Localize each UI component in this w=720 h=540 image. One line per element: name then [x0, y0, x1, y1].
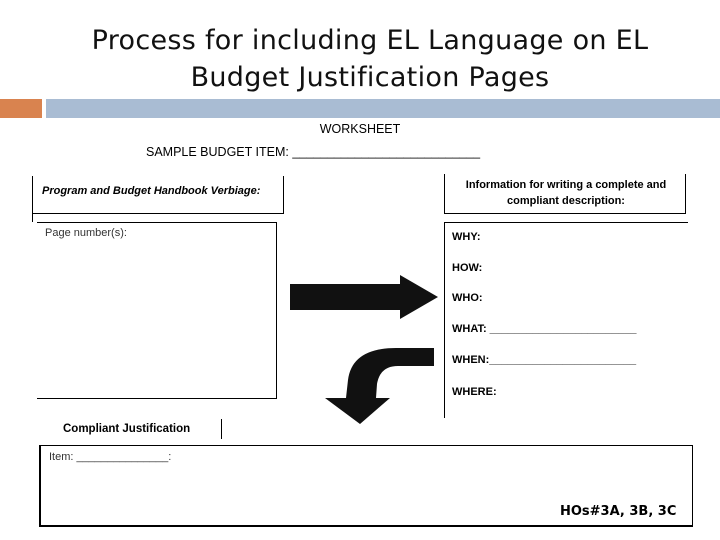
question-when: WHEN:________________________ [452, 354, 637, 366]
page-numbers-label: Page number(s): [45, 227, 127, 239]
sample-budget-item: SAMPLE BUDGET ITEM: ___________________________ [146, 145, 481, 159]
question-how: HOW: [452, 262, 483, 274]
info-label: Information for writing a complete and compliant description: [465, 179, 667, 207]
divider [221, 419, 222, 439]
question-who: WHO: [452, 292, 483, 304]
curved-arrow-icon [325, 348, 434, 424]
question-what: WHAT: ________________________ [452, 323, 637, 335]
question-where: WHERE: [452, 386, 497, 398]
handbook-verbiage-label: Program and Budget Handbook Verbiage: [42, 185, 261, 197]
worksheet-heading: WORKSHEET [319, 122, 401, 136]
handout-reference: HOs#3A, 3B, 3C [560, 504, 677, 519]
item-label: Item: _______________: [49, 451, 172, 463]
compliant-justification-label: Compliant Justification [63, 423, 191, 435]
right-arrow-icon [290, 275, 438, 319]
slide-title: Process for including EL Language on EL Budget Justification Pages [91, 25, 649, 93]
question-why: WHY: [452, 231, 481, 243]
